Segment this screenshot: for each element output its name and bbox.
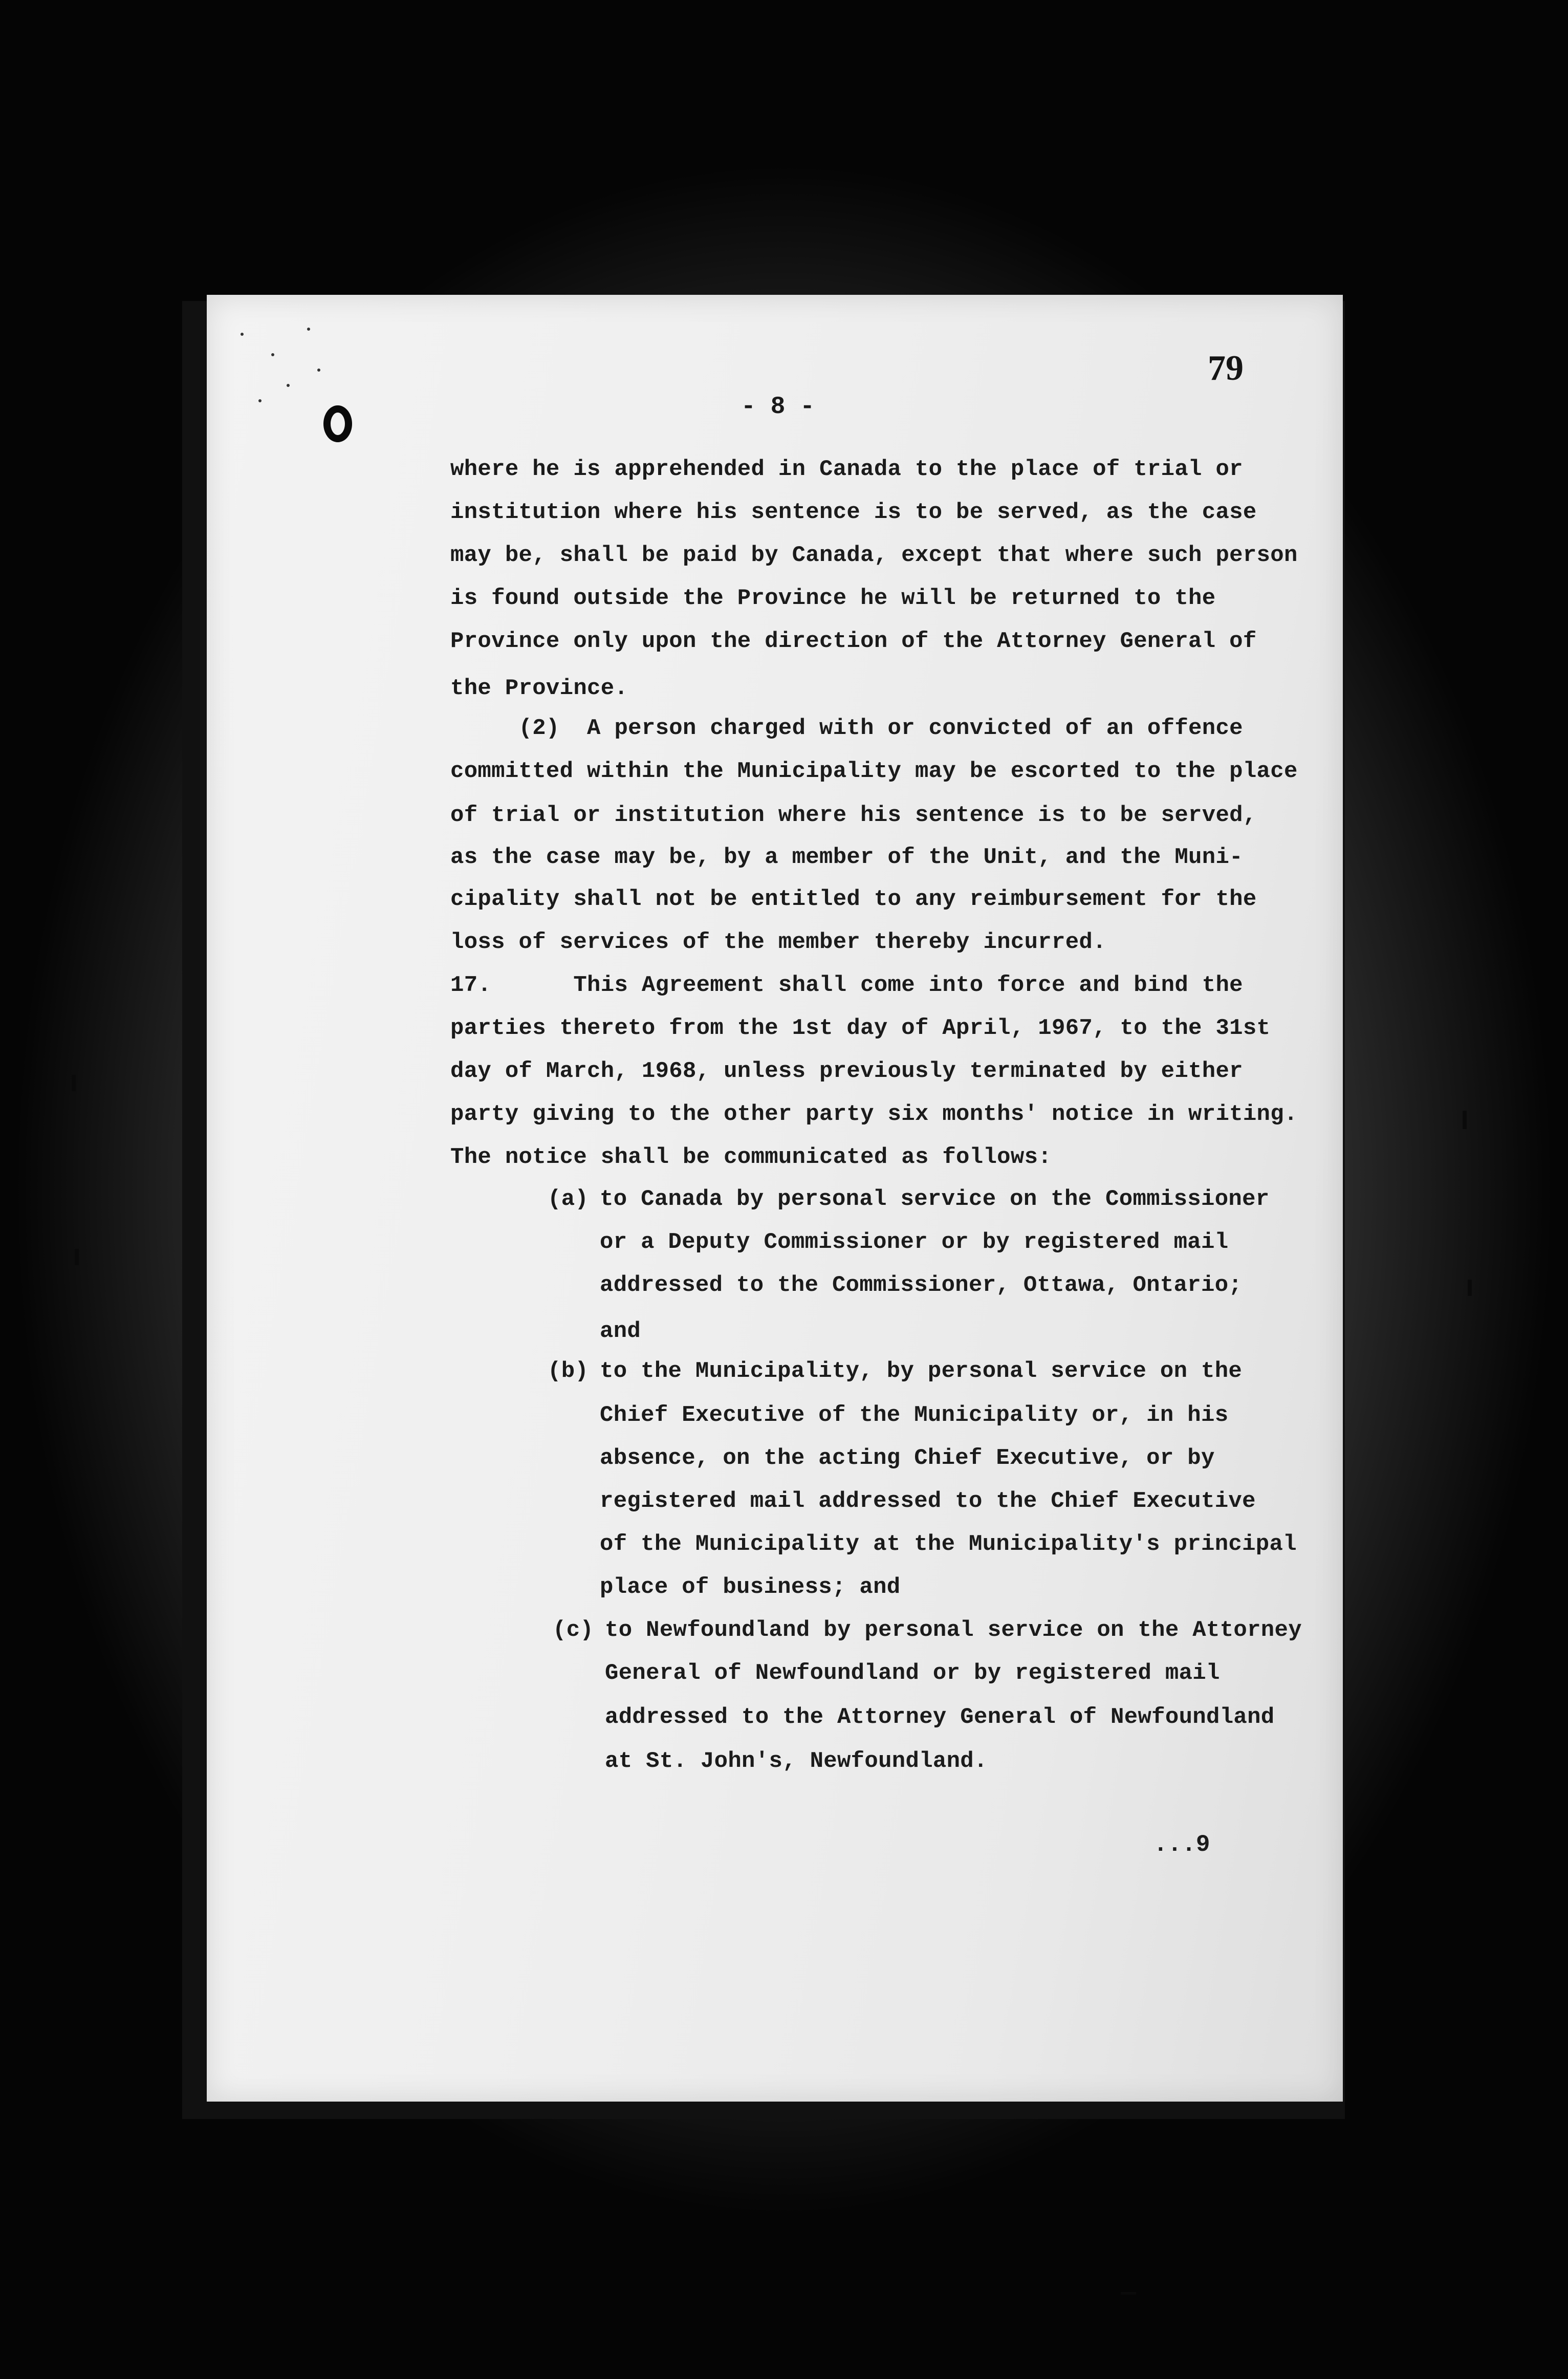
text-line: The notice shall be communicated as follows:: [450, 1144, 1052, 1170]
list-item-line: at St. John's, Newfoundland.: [605, 1748, 988, 1774]
continuation-marker: ...9: [1153, 1831, 1210, 1858]
text-line: Province only upon the direction of the Attorney General of: [450, 629, 1257, 654]
text-line: institution where his sentence is to be served, as the case: [450, 500, 1257, 525]
list-item-line: place of business; and: [600, 1574, 901, 1600]
edge-mark: [1121, 2292, 1136, 2295]
list-marker: (a): [548, 1186, 589, 1212]
list-item-line: absence, on the acting Chief Executive, or by: [600, 1445, 1215, 1471]
list-item-line: and: [600, 1318, 641, 1344]
edge-mark: [75, 1249, 79, 1265]
speck: [287, 384, 290, 387]
list-marker: (c): [553, 1617, 594, 1643]
list-item-line: of the Municipality at the Municipality's principal: [600, 1531, 1297, 1557]
edge-mark: [72, 1075, 76, 1091]
text-line: cipality shall not be entitled to any reimbursement for the: [450, 886, 1257, 912]
text-line: where he is apprehended in Canada to the place of trial or: [450, 457, 1243, 482]
archive-page-number: 79: [1208, 349, 1244, 388]
list-item-line: Chief Executive of the Municipality or, in his: [600, 1402, 1229, 1428]
text-line: of trial or institution where his sentence is to be served,: [450, 803, 1257, 828]
edge-mark: [1468, 1280, 1472, 1296]
text-line: may be, shall be paid by Canada, except that where such person: [450, 543, 1298, 568]
list-item-line: to the Municipality, by personal service on the: [600, 1358, 1243, 1384]
page-header: - 8 -: [741, 393, 815, 421]
speck: [271, 353, 274, 356]
list-item-line: addressed to the Commissioner, Ottawa, Ontario;: [600, 1272, 1243, 1298]
speck: [317, 369, 320, 372]
list-item-line: or a Deputy Commissioner or by registered mail: [600, 1229, 1229, 1255]
text-line: loss of services of the member thereby incurred.: [450, 929, 1106, 955]
list-marker: (b): [548, 1358, 589, 1384]
list-item-line: General of Newfoundland or by registered mail: [605, 1660, 1220, 1686]
text-line: (2) A person charged with or convicted of an offence: [450, 716, 1243, 741]
text-line: committed within the Municipality may be escorted to the place: [450, 759, 1298, 784]
binder-hole-mark: [323, 405, 352, 442]
text-line: as the case may be, by a member of the Unit, and the Muni-: [450, 845, 1243, 870]
text-line: the Province.: [450, 676, 628, 701]
text-line: parties thereto from the 1st day of April, 1967, to the 31st: [450, 1015, 1271, 1041]
edge-mark: [1463, 1111, 1467, 1129]
speck: [307, 328, 310, 331]
list-item-line: addressed to the Attorney General of Newfoundland: [605, 1704, 1275, 1730]
text-line: is found outside the Province he will be returned to the: [450, 586, 1216, 611]
speck: [241, 333, 244, 336]
list-item-line: to Newfoundland by personal service on the Attorney: [605, 1617, 1302, 1643]
list-item-line: registered mail addressed to the Chief Executive: [600, 1488, 1256, 1514]
text-line: party giving to the other party six months' notice in writing.: [450, 1101, 1298, 1127]
text-line: day of March, 1968, unless previously terminated by either: [450, 1058, 1243, 1084]
list-item-line: to Canada by personal service on the Commissioner: [600, 1186, 1270, 1212]
speck: [258, 399, 262, 402]
text-line: 17. This Agreement shall come into force and bind the: [450, 972, 1243, 998]
